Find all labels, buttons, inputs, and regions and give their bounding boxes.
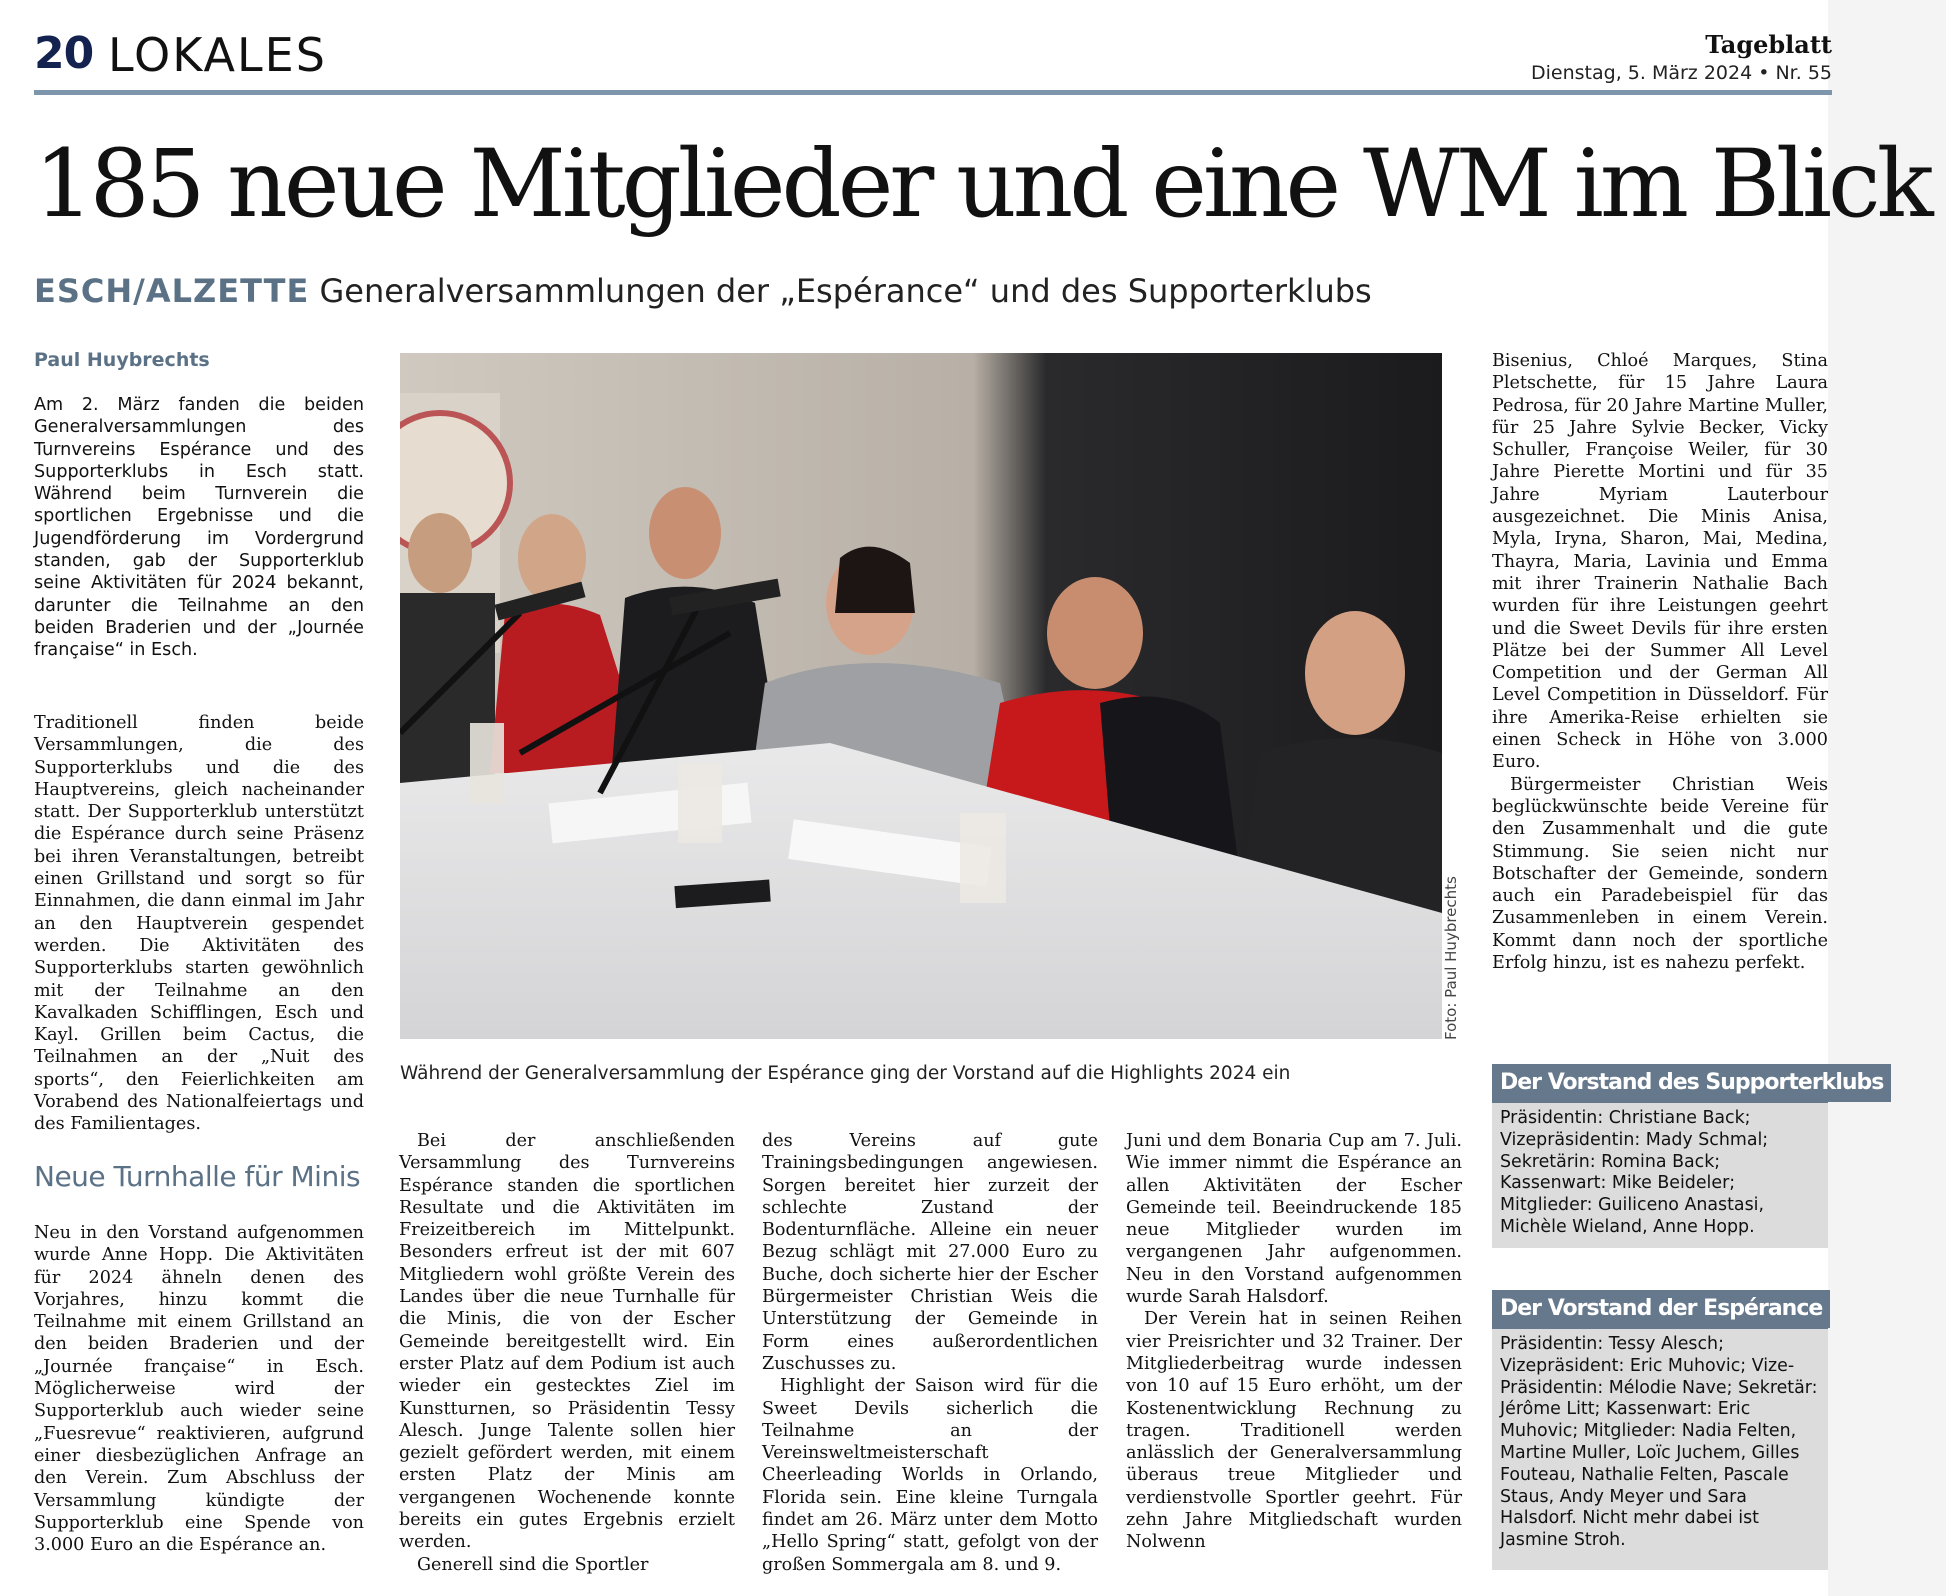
info-box-title: Der Vorstand des Supporterklubs xyxy=(1492,1064,1891,1102)
paragraph: Highlight der Saison wird für die Sweet Devils sicherlich die Teilnahme an der Vereinsweltmeisterschaft Cheerleading Worlds in Orlando, Florida sein. Eine kleine Turngala findet am 26. März unter dem Motto „Hello Spring“ statt, gefolgt von der großen Sommergala am 8. und 9. xyxy=(762,1376,1098,1575)
author-byline: Paul Huybrechts xyxy=(34,349,210,371)
paragraph: Bürgermeister Christian Weis beglückwünschte beide Vereine für den Zusammenhalt und die gute Stimmung. Sie seien nicht nur Botschafter der Gemeinde, sondern auch ein Paradebeispiel für das Zusammenleben in einem Verein. Kommt dann noch der sportliche Erfolg hinzu, ist es nahezu perfekt. xyxy=(1492,774,1828,974)
photo-credit xyxy=(1442,860,1472,1040)
photo-illustration xyxy=(400,353,1442,1039)
info-box-rule xyxy=(1492,1100,1828,1103)
issue-date: Dienstag, 5. März 2024 • Nr. 55 xyxy=(1531,62,1832,84)
body-column-3 xyxy=(762,1130,1098,1576)
info-box-title: Der Vorstand der Espérance xyxy=(1492,1290,1830,1328)
body-column-4 xyxy=(1126,1130,1462,1554)
subtitle: Generalversammlungen der „Espérance“ und des Supporterklubs xyxy=(319,272,1372,310)
paragraph: Neu in den Vorstand aufgenommen wurde Anne Hopp. Die Aktivitäten für 2024 ähneln denen des Vorjahres, hinzu kommt die Teilnahme mit einem Grillstand an den beiden Braderien und der „Journée française“ in Esch. Möglicherweise wird der Supporterklub auch wieder seine „Fuesrevue“ reaktivieren, aufgrund einer diesbezüglichen Anfrage an den Verein. Zum Abschluss der Versammlung kündigte der Supporterklub eine Spende von 3.000 Euro an die Espérance an. xyxy=(34,1223,364,1556)
body-column-1-continued xyxy=(34,1222,364,1556)
info-box-text: Präsidentin: Tessy Alesch; Vizepräsident: Eric Muhovic; Vize-Präsidentin: Mélodie Nave; Sekretär: Jérôme Litt; Kassenwart: Eric Muhovic; Mitglieder: Nadia Felten, Martine Muller, Loïc Juchem, Gilles Fouteau, Nathalie Felten, Pascale Staus, Andy Meyer und Sara Halsdorf. Nicht mehr dabei ist Jasmine Stroh. xyxy=(1500,1334,1818,1551)
photo-caption: Während der Generalversammlung der Espérance ging der Vorstand auf die Highlights 2024 ein xyxy=(400,1063,1291,1084)
header-rule xyxy=(34,90,1832,95)
lead-text: Am 2. März fanden die beiden Generalversammlungen des Turnvereins Espérance und des Supporterklubs in Esch statt. Während beim Turnverein die sportlichen Ergebnisse und die Jugendförderung im Vordergrund standen, gab der Supporterklub seine Aktivitäten für 2024 bekannt, darunter die Teilnahme an den beiden Braderien und der „Journée française“ in Esch. xyxy=(34,395,364,661)
paragraph: Bisenius, Chloé Marques, Stina Pletschette, für 15 Jahre Laura Pedrosa, für 20 Jahre Martine Muller, für 25 Jahre Sylvie Becker, Vicky Schuller, Françoise Weiler, für 30 Jahre Pierette Mortini und für 35 Jahre Myriam Lauterbour ausgezeichnet. Die Minis Anisa, Myla, Iryna, Sharon, Mai, Medina, Thayra, Maria, Lavinia und Emma mit ihrer Trainerin Nathalie Bach wurden für ihre Leistungen geehrt und die Sweet Devils für ihre ersten Plätze bei der Summer All Level Competition und der German All Level Competition in Düsseldorf. Für ihre Amerika-Reise erhielten sie einen Scheck in Höhe von 3.000 Euro. xyxy=(1492,351,1828,773)
paragraph: Juni und dem Bonaria Cup am 7. Juli. Wie immer nimmt die Espérance an allen Aktivitäten der Escher Gemeinde teil. Beeindruckende 185 neue Mitglieder wurden im vergangenen Jahr aufgenommen. Neu in den Vorstand aufgenommen wurde Sarah Halsdorf. xyxy=(1126,1131,1462,1308)
info-box-supporterklub xyxy=(1492,1064,1884,1248)
paragraph: Der Verein hat in seinen Reihen vier Preisrichter und 32 Trainer. Der Mitgliederbeitrag wurde indessen von 10 auf 15 Euro erhöht, um der Kostenentwicklung Rechnung zu tragen. Traditionell werden anlässlich der Generalversammlung überaus treue Mitglieder und verdienstvolle Sportler geehrt. Für zehn Jahre Mitgliedschaft wurden Nolwenn xyxy=(1126,1309,1462,1553)
body-column-2 xyxy=(399,1130,735,1576)
section-title: LOKALES xyxy=(108,28,327,82)
headline: 185 neue Mitglieder und eine WM im Blick xyxy=(34,130,1930,239)
lead-paragraph xyxy=(34,394,364,662)
body-column-5 xyxy=(1492,350,1828,974)
newspaper-name: Tageblatt xyxy=(1705,30,1832,59)
article-photo xyxy=(400,353,1442,1039)
paragraph: Generell sind die Sportler xyxy=(417,1554,649,1575)
body-column-1 xyxy=(34,712,364,1136)
paragraph: des Vereins auf gute Trainingsbedingungen angewiesen. Sorgen bereitet hier zurzeit der schlechte Zustand der Bodenturnfläche. Alleine ein neuer Bezug schlägt mit 27.000 Euro zu Buche, doch sicherte hier der Escher Bürgermeister Christian Weis die Unterstützung der Gemeinde in Form eines außerordentlichen Zuschusses zu. xyxy=(762,1131,1098,1374)
info-box-esperance xyxy=(1492,1290,1828,1570)
paragraph: Traditionell finden beide Versammlungen, die des Supporterklubs und die des Hauptvereins, gleich nacheinander statt. Der Supporterklub unterstützt die Espérance durch seine Präsenz bei ihren Veranstaltungen, betreibt einen Grillstand und sorgt so für Einnahmen, die dann einmal im Jahr an den Hauptverein gespendet werden. Die Aktivitäten des Supporterklubs starten gewöhnlich mit der Teilnahme an den Kavalkaden Schifflingen, Esch und Kayl. Grillen beim Cactus, die Teilnahmen an der „Nuit des sports“, den Feierlichkeiten am Vorabend des Nationalfeiertags und des Familientages. xyxy=(34,713,364,1135)
info-box-rule xyxy=(1492,1326,1828,1329)
page-number: 20 xyxy=(34,28,94,79)
dateline-location: ESCH/ALZETTE xyxy=(34,272,310,310)
photo-credit-text: Foto: Paul Huybrechts xyxy=(1442,876,1460,1040)
paragraph: Bei der anschließenden Versammlung des Turnvereins Espérance standen die sportlichen Resultate und die Aktivitäten im Freizeitbereich im Mittelpunkt. Besonders erfreut ist der mit 607 Mitgliedern wohl größte Verein des Landes über die neue Turnhalle für die Minis, die von der Escher Gemeinde bereitgestellt wird. Ein erster Platz auf dem Podium ist auch wieder ein gestecktes Ziel im Kunstturnen, so Präsidentin Tessy Alesch. Junge Talente sollen hier gezielt gefördert werden, mit einem ersten Platz der Minis am vergangenen Wochenende konnte bereits ein gutes Ergebnis erzielt werden. xyxy=(399,1131,735,1553)
subheading: Neue Turnhalle für Minis xyxy=(34,1160,361,1193)
info-box-text: Präsidentin: Christiane Back; Vizepräsidentin: Mady Schmal; Sekretärin: Romina Back; Kassenwart: Mike Beideler; Mitglieder: Guiliceno Anastasi, Michèle Wieland, Anne Hopp. xyxy=(1500,1108,1769,1237)
kicker xyxy=(34,272,1372,310)
